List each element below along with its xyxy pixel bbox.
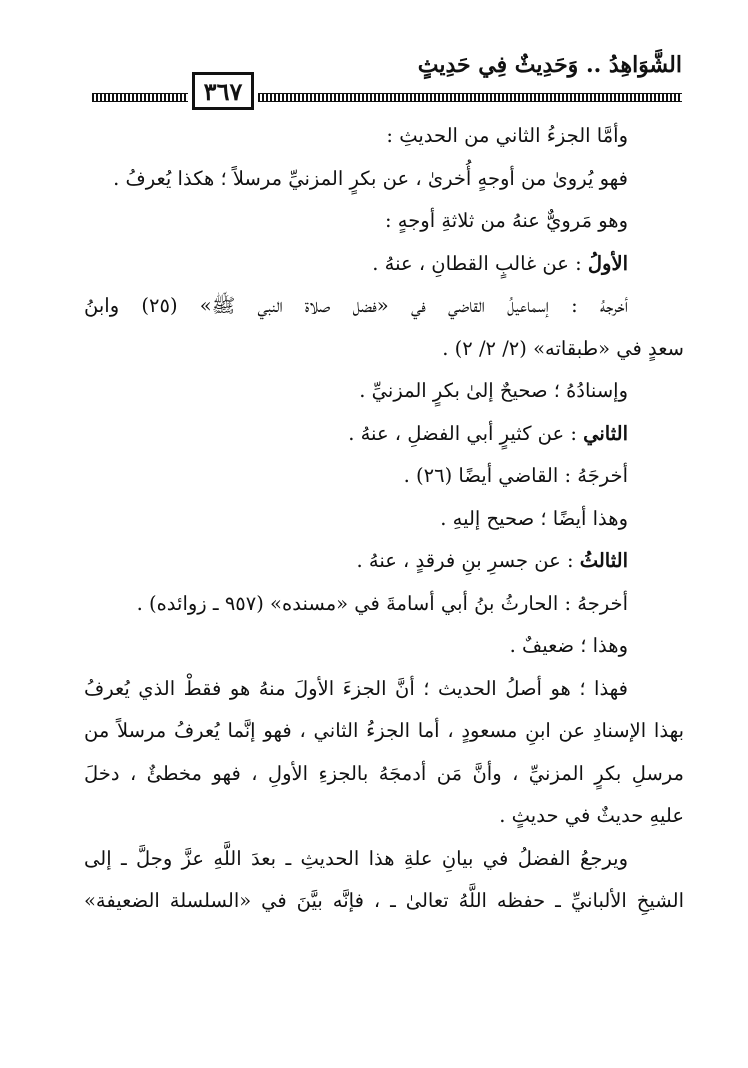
text-line: أخرجهُ : الحارثُ بنُ أبي أسامةَ في «مسنده» (٩٥٧ ـ زوائده) . bbox=[136, 591, 628, 615]
page-number: ٣٦٧ bbox=[192, 72, 254, 110]
text-line-content: : عن كثيرٍ أبي الفضلِ ، عنهُ . bbox=[348, 421, 577, 445]
text-line bbox=[84, 545, 684, 576]
text-line-content: : عن غالبٍ القطانِ ، عنهُ . bbox=[372, 251, 582, 275]
text-line: عليهِ حديثٌ في حديثٍ . bbox=[499, 804, 684, 827]
text-line: فهذا ؛ هو أصلُ الحديث ؛ أنَّ الجزءَ الأولَ منهُ هو فقطْ الذي يُعرفُ bbox=[84, 676, 628, 700]
text-line: ويرجعُ الفضلُ في بيانِ علةِ هذا الحديثِ ـ بعدَ اللَّهِ عزَّ وجلَّ ـ إلى bbox=[84, 846, 628, 870]
text-line: بهذا الإسنادِ عن ابنِ مسعودٍ ، أما الجزءُ الثاني ، فهو إنَّما يُعرفُ مرسلاً من bbox=[84, 719, 684, 742]
text-line: سعدٍ في «طبقاته» (٢/ ٢/ ٢) . bbox=[442, 336, 684, 360]
text-line: وهو مَرويٌّ عنهُ من ثلاثةِ أوجهٍ : bbox=[385, 209, 628, 232]
text-line: أخرجهُ : إسماعيلُ القاضي في «فضل صلاة النبي ﷺ» (٢٥) وابنُ bbox=[84, 294, 628, 317]
text-line bbox=[84, 418, 684, 449]
text-line: مرسلِ بكرٍ المزنيِّ ، وأنَّ مَن أدمجَهُ بالجزءِ الأولِ ، فهو مخطئٌ ، دخلَ bbox=[84, 761, 684, 785]
body-text bbox=[84, 120, 684, 928]
header-rule-right bbox=[258, 93, 682, 102]
section-lead-second: الثاني bbox=[583, 421, 628, 445]
section-lead-third: الثالثُ bbox=[579, 549, 628, 572]
text-line-content: : عن جسرِ بنِ فرقدٍ ، عنهُ . bbox=[356, 549, 574, 572]
text-line: وهذا أيضًا ؛ صحيح إليهِ . bbox=[440, 506, 628, 530]
text-line: وهذا ؛ ضعيفٌ . bbox=[509, 634, 628, 657]
text-line: فهو يُروىٰ من أوجهٍ أُخرىٰ ، عن بكرٍ المزنيِّ مرسلاً ؛ هكذا يُعرفُ . bbox=[113, 166, 628, 190]
text-line: وإسنادُهُ ؛ صحيحٌ إلىٰ بكرٍ المزنيِّ . bbox=[359, 379, 628, 402]
text-line: وأمَّا الجزءُ الثاني من الحديثِ : bbox=[386, 124, 628, 147]
text-line: أخرجَهُ : القاضي أيضًا (٢٦) . bbox=[403, 464, 628, 487]
running-title: الشَّوَاهِدُ .. وَحَدِيثٌ فِي حَدِيثٍ bbox=[417, 52, 682, 78]
header-rule-left bbox=[92, 93, 188, 102]
section-lead-first: الأولُ bbox=[587, 251, 628, 275]
text-line bbox=[84, 248, 684, 279]
text-line: الشيخِ الألبانيِّ ـ حفظه اللَّهُ تعالىٰ ـ ، فإنَّه بيَّنَ في «السلسلة الضعيفة» bbox=[84, 889, 684, 912]
